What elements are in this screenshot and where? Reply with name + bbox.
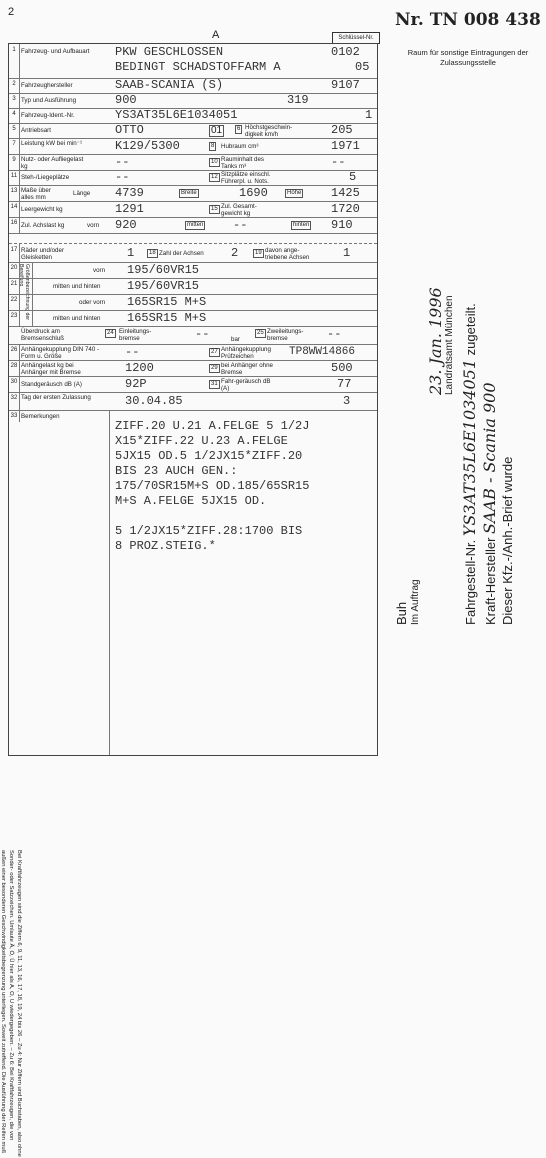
emission-class-value: BEDINGT SCHADSTOFFARM A (115, 60, 281, 74)
row-number: 1 (9, 44, 20, 78)
trailer-unbraked-value: 500 (331, 361, 353, 375)
axle-load-rear-value: 910 (331, 218, 353, 232)
tyre-rear-value: 195/60VR15 (127, 279, 200, 293)
row-4: 4 Fahrzeug-Ident.-Nr. YS3AT35L6E1034051 1 (9, 108, 377, 124)
row-24: Überdruck am Bremsenschluß 24 Einleitungs-bremse -- bar 25 Zweileitungs-bremse -- (9, 326, 377, 345)
row-28: 28 Anhängelast kg bei Anhänger mit Bremse 1200 29 bei Anhänger ohne Bremse 500 (9, 360, 377, 377)
remark-line: 5JX15 OD.5 1/2JX15*ZIFF.20 (115, 449, 303, 463)
remark-line: 175/70SR15M+S OD.185/65SR15 (115, 479, 310, 493)
remark-line: BIS 23 AUCH GEN.: (115, 464, 238, 478)
trailer-braked-value: 1200 (125, 361, 154, 375)
height-value: 1425 (331, 186, 360, 200)
stationary-noise-value: 92P (125, 377, 147, 391)
remark-line (115, 510, 309, 525)
empty-weight-value: 1291 (115, 202, 144, 216)
tyre-alt-front-value: 165SR15 M+S (127, 295, 207, 309)
seats-value: 5 (349, 170, 357, 184)
row-5: 5 Antriebsart OTTO 01 6 Höchstgeschwin-digkeit km/h 205 (9, 123, 377, 139)
body-type-value: PKW GESCHLOSSEN (115, 45, 224, 59)
axle-count-value: 2 (231, 246, 239, 260)
key-number-value-2: 05 (355, 60, 370, 74)
vin-value: YS3AT35L6E1034051 (115, 108, 238, 122)
tyres-label: Größenbezeichnung der Bereifung (18, 264, 30, 320)
remark-line: 8 PROZ.STEIG.* (115, 539, 216, 553)
axle-load-front-value: 920 (115, 218, 137, 232)
registration-form (0, 43, 378, 1157)
row-11: 11 Steh-/Liegeplätze -- 12 Sitzplätze einschl. Führerpl. u. Nots. 5 (9, 170, 377, 186)
remark-line: ZIFF.20 U.21 A.FELGE 5 1/2J (115, 419, 310, 433)
row-21: 21 mitten und hinten 195/60VR15 (9, 278, 377, 295)
row-3: 3 Typ und Ausführung 900 319 (9, 93, 377, 109)
row-9: 9 Nutz- oder Aufliegelast kg -- 10 Rauminhalt des Tanks m³ -- (9, 154, 377, 171)
drive-type-value: OTTO (115, 123, 144, 137)
length-value: 4739 (115, 186, 144, 200)
remarks (115, 420, 309, 555)
page-number: 2 (8, 6, 15, 18)
row-32: 32 Tag der ersten Zulassung 30.04.85 3 (9, 392, 377, 411)
remark-line: M+S A.FELGE 5JX15 OD. (115, 494, 267, 508)
row-20: 20 vorn 195/60VR15 (9, 262, 377, 279)
driving-noise-value: 77 (337, 377, 352, 391)
vertical-notes: Bei Kraftfahrzeugen sind die Ziffern 6, 9, 11, 13, 16, 17, 18, 19, 24 bis 26 – Zu 4: Nur Ziffern und Buchstaben, also ohne Sonder- oder Satzzeichen. Umlaute Ä, Ö, Ü hier als A, O, U wiedergegeben. – Zu 6: Bei Kraftfahrzeugen, die von außen einer besonderen Geschwindigkeitsbegrenzung unterliegen. Soweit zutreffend. Die Ausführung der Reifen muß (0, 850, 22, 1157)
manufacturer-value: SAAB-SCANIA (S) (115, 78, 224, 92)
row-13: 13 Maße über alles mm Länge 4739 Breite 1690 Höhe 1425 (9, 185, 377, 202)
row-26: 26 Anhängekupplung DIN 740 - Form u. Größe -- 27 Anhängekupplung Prüfzeichen TP8WW14866 (9, 344, 377, 361)
top-speed-value: 205 (331, 123, 353, 137)
row-2: 2 Fahrzeughersteller SAAB-SCANIA (S) 9107 (9, 78, 377, 94)
tyre-alt-rear-value: 165SR15 M+S (127, 311, 207, 325)
row-22: 22 oder vorn 165SR15 M+S (9, 294, 377, 311)
row-7: 7 Leistung kW bei min⁻¹ K129/5300 8 Hubraum cm³ 1971 (9, 138, 377, 155)
row-30: 30 Standgeräusch dB (A) 92P 31 Fahr-geräusch dB (A) 77 (9, 376, 377, 393)
remark-line: 5 1/2JX15*ZIFF.28:1700 BIS (115, 524, 303, 538)
row-16: 16 Zul. Achslast kg vorn 920 mitten -- hinten 910 (9, 217, 377, 234)
displacement-value: 1971 (331, 139, 360, 153)
power-value: K129/5300 (115, 139, 180, 153)
gross-weight-value: 1720 (331, 202, 360, 216)
first-registration-value: 30.04.85 (125, 394, 183, 408)
tyre-front-value: 195/60VR15 (127, 263, 200, 277)
type-value: 900 (115, 93, 137, 107)
remark-line: X15*ZIFF.22 U.23 A.FELGE (115, 434, 288, 448)
row-label: Fahrzeug- und Aufbauart (21, 48, 90, 55)
row-33: 33 Bemerkungen ZIFF.20 U.21 A.FELGE 5 1/2J X15*ZIFF.22 U.23 A.FELGE 5JX15 OD.5 1/2JX15*ZIFF.20 BIS 23 AUCH GEN.: 175/70SR15M+S OD.185/65SR15 M+S A.FELGE 5JX15 OD. 5 1/2JX15*ZIFF.28:1700 BIS 8 PROZ.STEIG.* Bei Kraftfahrzeugen sind die Ziffern 6, 9, 11, 13, 16, 17, 18, 19, 24 bis 26 – Zu 4: Nur Ziffern und Buchstaben, also ohne Sonder- oder Satzzeichen. Umlaute Ä, Ö, Ü hier als A, O, U wiedergegeben. – Zu 6: Bei Kraftfahrzeugen, die von außen einer besonderen Geschwindigkeitsbegrenzung unterliegen. Soweit zutreffend. Die Ausführung der Reifen muß (9, 410, 377, 755)
column-header: A (212, 29, 220, 41)
key-number-value: 0102 (331, 45, 360, 59)
key-number-header: Schlüssel-Nr. (332, 32, 380, 44)
width-value: 1690 (239, 186, 268, 200)
row-14: 14 Leergewicht kg 1291 15 Zul. Gesamt-gewicht kg 1720 (9, 201, 377, 218)
document-number: Nr. TN 008 438 (395, 10, 541, 30)
registration-stamp: Dieser Kfz.-/Anh.-Brief wurde Kraft-Hersteller SAAB - Scania 900 Fahrgestell-Nr. YS3AT35L6E1034051 zugeteilt. Landratsamt München 23. Jan. 1996 Im Auftrag Buh (394, 287, 515, 625)
row-17: 17 Räder und/oder Gleisketten 1 18 Zahl der Achsen 2 19 davon ange-triebene Achsen 1 (9, 244, 377, 263)
row-23: 23 mitten und hinten 165SR15 M+S (9, 310, 377, 327)
side-note: Raum für sonstige Eintragungen der Zulassungsstelle (407, 48, 529, 67)
hitch-approval-value: TP8WW14866 (289, 346, 356, 358)
row-1 (9, 44, 377, 79)
